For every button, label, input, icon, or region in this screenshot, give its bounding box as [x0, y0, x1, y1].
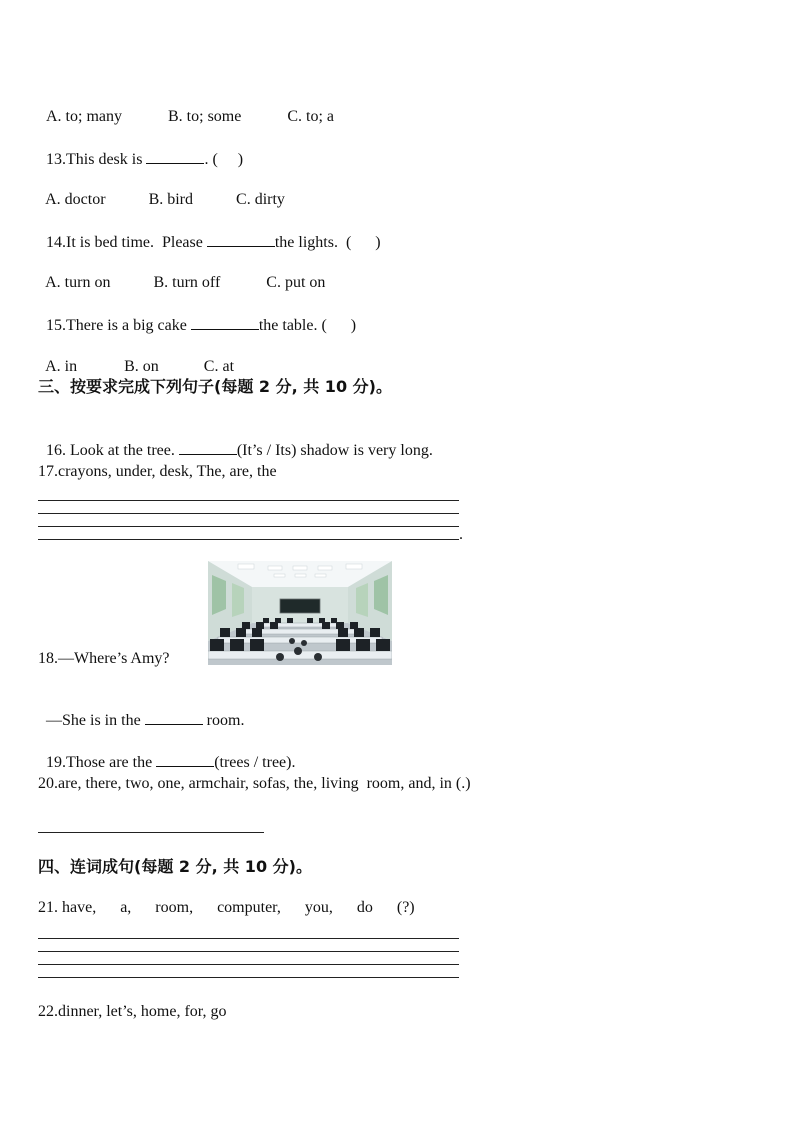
q14-option-c: C. put on: [266, 274, 326, 291]
q14-answer-blank[interactable]: [207, 232, 275, 247]
q17-end-mark: .: [459, 526, 463, 543]
q14-stem: 14.It is bed time. Please the lights. ( ): [46, 234, 381, 251]
q14-option-a: A. turn on: [45, 274, 111, 291]
q17-stem: 17.crayons, under, desk, The, are, the: [38, 463, 277, 480]
q19-answer-blank[interactable]: [156, 752, 214, 767]
q20-answer-line[interactable]: [38, 832, 264, 833]
section-3-heading: 三、按要求完成下列句子(每题 2 分, 共 10 分)。: [38, 377, 392, 396]
q17-answer-line-2[interactable]: [38, 513, 459, 514]
q20-stem: 20.are, there, two, one, armchair, sofas, the, living room, and, in (.): [38, 775, 471, 792]
q17-answer-line-4[interactable]: [38, 539, 459, 540]
q21-stem: 21. have, a, room, computer, you, do (?): [38, 899, 415, 916]
q14-options: [38, 253, 325, 293]
q21-answer-line-3[interactable]: [38, 964, 459, 965]
q13-option-b: B. bird: [148, 191, 194, 208]
q22-stem: 22.dinner, let’s, home, for, go: [38, 1003, 227, 1020]
section-4-heading: 四、连词成句(每题 2 分, 共 10 分)。: [38, 857, 312, 876]
q15-option-c: C. at: [203, 358, 235, 375]
q17-answer-line-3[interactable]: [38, 526, 459, 527]
q14-option-b: B. turn off: [153, 274, 221, 291]
q16-stem: 16. Look at the tree. (It’s / Its) shadow is very long.: [46, 442, 433, 459]
q15-options: [38, 337, 234, 377]
q13-stem: 13.This desk is . ( ): [46, 151, 244, 168]
q21-answer-line-1[interactable]: [38, 938, 459, 939]
q12-options: [38, 87, 334, 127]
q15-stem: 15.There is a big cake the table. ( ): [46, 317, 357, 334]
q15-option-b: B. on: [124, 358, 159, 375]
q18-question: 18.—Where’s Amy?: [38, 650, 170, 667]
q15-answer-blank[interactable]: [191, 315, 259, 330]
q19-stem: 19.Those are the (trees / tree).: [46, 754, 296, 771]
q16-answer-blank[interactable]: [179, 440, 237, 455]
q15-option-a: A. in: [45, 358, 78, 375]
q18-answer-blank[interactable]: [145, 710, 203, 725]
q13-answer-blank[interactable]: [146, 149, 204, 164]
q13-option-c: C. dirty: [236, 191, 285, 208]
q18-answer: —She is in the room.: [46, 712, 245, 729]
q12-option-a: A. to; many: [46, 108, 122, 125]
q21-answer-line-4[interactable]: [38, 977, 459, 978]
q17-answer-line-1[interactable]: [38, 500, 459, 501]
q12-option-c: C. to; a: [287, 108, 335, 125]
q13-option-a: A. doctor: [45, 191, 106, 208]
q12-option-b: B. to; some: [168, 108, 242, 125]
q21-answer-line-2[interactable]: [38, 951, 459, 952]
q13-options: [38, 170, 285, 210]
computer-room-photo: [208, 561, 392, 665]
